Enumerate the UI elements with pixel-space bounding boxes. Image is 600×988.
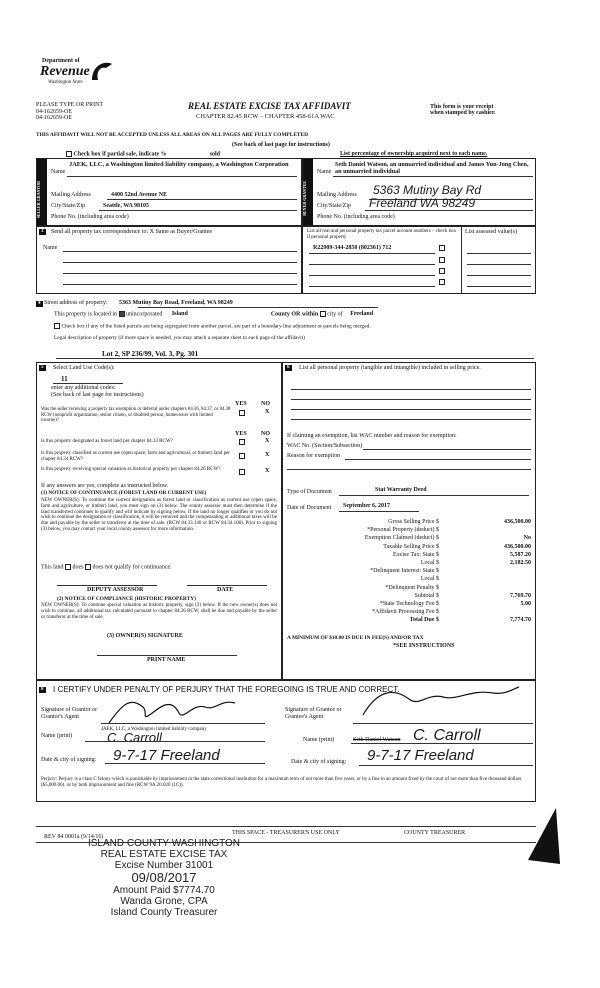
- no-header-1: NO: [261, 401, 270, 407]
- treasurer-stamp: [54, 838, 274, 918]
- logo-mark-icon: [90, 60, 114, 82]
- q1-answer: X: [265, 409, 270, 415]
- date-label: DATE: [217, 587, 234, 593]
- q1-yes-checkbox[interactable]: [239, 410, 245, 416]
- parcel-section: [302, 226, 536, 294]
- does-label: does: [72, 564, 84, 571]
- seller-phone-label: Phone No. (including area code): [51, 214, 129, 220]
- ownership-note: List percentage of ownership acquired next to each name.: [340, 151, 488, 157]
- buyer-mailing-label: Mailing Address: [317, 192, 357, 198]
- tax-row: *Affidavit Processing Fee $: [371, 609, 439, 616]
- grantor-print-value: JAEK, LLC, a Washington limited liability company: [101, 727, 207, 732]
- doc-type-label: Type of Document: [287, 489, 332, 495]
- receipt-note-1: This form is your receipt: [430, 104, 494, 110]
- tax-row: Local $: [420, 576, 439, 583]
- print-name-label: PRINT NAME: [147, 657, 186, 663]
- q2-yes-checkbox[interactable]: [239, 439, 245, 445]
- minimum-due-note: A MINIMUM OF $10.00 IS DUE IN FEE(S) AND/OR TAX: [287, 635, 424, 641]
- land-use-see-back: (See back of last page for instructions): [51, 392, 144, 398]
- tax-row: Gross Selling Price $ 436,500.00: [388, 519, 531, 525]
- perjury-notice: Perjury: Perjury is a class C felony which is punishable by imprisonment in the state correctional institution for a maximum term of not more than five years, or by a fine in an amount fixed by the court of not more than five thousand dollars ($5,000.00), or by both imprisonment and fine (RCW 9A.20.020 (1C)).: [41, 777, 522, 788]
- stamp-line-7: Island County Treasurer: [110, 907, 218, 918]
- personal-property-label: List all personal property (tangible and intangible) included in selling price.: [299, 365, 481, 371]
- partial-sale-checkbox[interactable]: [66, 151, 72, 157]
- stamp-line-4: 09/08/2017: [131, 870, 197, 885]
- seller-city-value: Seattle, WA 98105: [103, 203, 150, 209]
- exemption-label: If claiming an exemption, list WAC number and reason for exemption:: [287, 433, 457, 439]
- land-use-label: Select Land Use Code(s):: [53, 365, 115, 371]
- deputy-assessor-label: DEPUTY ASSESSOR: [87, 587, 144, 593]
- form-number-1: 04-162659-OE: [36, 109, 72, 115]
- buyer-section: [302, 158, 536, 226]
- certify-section: 8 I CERTIFY UNDER PENALTY OF PERJURY THAT THE FOREGOING IS TRUE AND CORRECT. Signature of Grantor or Grantor's Agent Signature of Grantee or Grantee's Agent Name (print) JAEK, LLC, a Washington limited liability company C. Carroll Name (print) Seth Daniel Watson C. Carroll Date & city of signing: 9-7-17 Freeland Date & city of signing: 9-7-17 Freeland Perjury: Perjury is a class C felony which is punishable by imprisonment in the state correctional institution for a maximum term of not more than five years, or by a fine in an amount fixed by the court of not more than five thousand dollars ($5,000.00), or by both imprisonment and fine (RCW 9A.20.020 (1C)).: [36, 680, 536, 802]
- compliance-text: NEW OWNER(S): To continue special valuation as historic property, sign (3) below. If the new owner(s) does not wish to continue, all additional tax calculated pursuant to chapter 84.26 RCW, shall be due and payable by the seller or transferor at the time of sale.: [41, 603, 277, 620]
- grantor-signature-label: Signature of Grantor or Grantor's Agent: [41, 707, 98, 720]
- stamp-line-2: REAL ESTATE EXCISE TAX: [100, 849, 228, 860]
- county-label: County OR within: [270, 311, 319, 318]
- tax-row: *Delinquent Penalty $: [385, 584, 439, 591]
- sold-label: sold: [209, 151, 221, 158]
- stamp-line-1: ISLAND COUNTY WASHINGTON: [87, 838, 241, 849]
- continuance-title: (1) NOTICE OF CONTINUANCE (FOREST LAND OR CURRENT USE): [41, 490, 207, 496]
- seller-side-label: SELLER GRANTOR: [36, 181, 41, 219]
- question-4: Is this property receiving special valuation as historical property per chapter 84.26 RCW?: [41, 467, 221, 472]
- legal-description-label: Legal description of property (if more space is needed, you may attach a separate sheet to each page of the affidavit): [54, 335, 305, 341]
- seller-section: [36, 158, 302, 226]
- street-address-row: 4 Street address of property: 5363 Mutiny Bay Road, Freeland, WA 98249: [38, 300, 233, 306]
- does-not-checkbox[interactable]: [85, 564, 91, 570]
- tax-row: Exemption Claimed (deduct) $ No: [364, 535, 531, 542]
- no-header-2: NO: [261, 431, 270, 437]
- partial-sale-label: Check box if partial sale, indicate %: [73, 151, 167, 158]
- certify-statement: I CERTIFY UNDER PENALTY OF PERJURY THAT THE FOREGOING IS TRUE AND CORRECT.: [53, 685, 400, 694]
- seller-name-value: JAEK, LLC, a Washington limited liability company, a Washington Corporation: [69, 161, 289, 168]
- tax-section: 6 List all personal property (tangible and intangible) included in selling price. If claiming an exemption, list WAC number and reason for exemption: WAC No. (Section/Subsection) Reason for exemption Type of Document Stat Warranty Deed Date of Document September 6, 2017 Gross Selling Price $ 436,500.00 *Personal Property (deduct) $ Exemption Claimed (deduct) $ No Taxable Selling Price $ 436,500.00 Excise Tax: State $ 5,587.20 Local $ 2,182.50 *Delinquent Interest: State $ Local $ *Delinquent Penalty $ Subtotal $ 7,769.70 *State Technology Fee $ 5.00 *Affidavit Processing Fee $ Total Due $ 7,774.70 A MINIMUM OF $10.00 IS DUE IN FEE(S) AND/OR TAX *SEE INSTRUCTIONS: [282, 362, 536, 680]
- see-back-note: (See back of last page for instructions): [232, 142, 330, 148]
- stamp-line-3: Excise Number 31001: [114, 860, 214, 871]
- owner-signature-label: (3) OWNER(S) SIGNATURE: [107, 633, 183, 639]
- buyer-mailing-value: 5363 Mutiny Bay Rd: [373, 183, 482, 197]
- stamp-line-5: Amount Paid $7774.70: [113, 885, 215, 896]
- city-checkbox[interactable]: [320, 311, 326, 317]
- tax-row: Excise Tax: State $ 5,587.20: [393, 551, 531, 558]
- grantor-date-label: Date & city of signing:: [41, 757, 97, 763]
- q2-answer: X: [265, 438, 270, 444]
- form-title: REAL ESTATE EXCISE TAX AFFIDAVIT: [188, 101, 351, 111]
- buyer-name-value: Seth Daniel Watson, an unmarried individual and James Yun-Jong Chen, an unmarried individual: [335, 161, 529, 176]
- buyer-city-label: City/State/Zip: [317, 203, 351, 209]
- street-address-label: Street address of property:: [44, 300, 108, 306]
- grantor-signature-icon: [103, 693, 253, 727]
- parcel-checkbox-4[interactable]: [439, 279, 445, 285]
- grantee-date-label: Date & city of signing:: [291, 759, 347, 765]
- doc-type-value: Stat Warranty Deed: [375, 487, 427, 493]
- form-number-2: 04-162659-OE: [36, 115, 72, 121]
- located-label: This property is located in: [54, 311, 117, 318]
- tax-row: Subtotal $ 7,769.70: [414, 592, 531, 599]
- tax-row: *Personal Property (deduct) $: [367, 527, 439, 534]
- grantee-date-value: 9-7-17 Freeland: [367, 747, 474, 764]
- tax-row: *State Technology Fee $ 5.00: [379, 600, 531, 607]
- seller-mailing-value: 4400 52nd Avenue NE: [111, 192, 168, 198]
- seller-mailing-label: Mailing Address: [51, 192, 91, 198]
- segregated-checkbox[interactable]: [54, 323, 60, 329]
- parcel-checkbox-3[interactable]: [439, 268, 445, 274]
- same-as-buyer-checkbox[interactable]: X Same as Buyer/Grantee: [149, 229, 213, 235]
- seller-city-label: City/State/Zip: [51, 203, 85, 209]
- logo-text-state: Washington State: [48, 80, 83, 85]
- buyer-name-label: Name: [317, 169, 332, 175]
- yes-header-1: YES: [235, 401, 247, 407]
- logo-text-revenue: Revenue: [40, 64, 90, 79]
- grantee-signature-label: Signature of Grantee or Grantee's Agent: [285, 707, 342, 720]
- parcel-number: R22909-344-2850 (802361) 712: [313, 245, 392, 251]
- treasurer-space-label: THIS SPACE - TREASURER'S USE ONLY: [232, 830, 340, 836]
- segregated-label: Check box if any of the listed parcels are being segregated from another parcel, are part of a boundary line adjustment or parcels being merged.: [61, 323, 371, 330]
- tax-row: Taxable Selling Price $ 436,500.00: [383, 543, 531, 550]
- compliance-title: (2) NOTICE OF COMPLIANCE (HISTORIC PROPERTY): [57, 596, 196, 602]
- located-value: unincorporated: [126, 311, 163, 318]
- seller-name-label: Name: [51, 169, 66, 175]
- located-row: [54, 311, 534, 318]
- continuance-text: NEW OWNER(S): To continue the current designation as forest land or classification as current use (open space, farm and agriculture, or timber) land, you must sign on (3) below. The county assessor must then determine if the land transferred continues to qualify and will indicate by signing below. If the land no longer qualifies or you do not wish to continue the designation or classification, it will be removed and the compensating or additional taxes will be due and payable by the seller or transferor at the time of sale. (RCW 84.33.140 or RCW 84.34.108). Prior to signing (3) below, you may contact your local county assessor for more information.: [41, 498, 277, 532]
- logo-text-dept: Department of: [42, 58, 80, 64]
- reason-label: Reason for exemption: [287, 453, 340, 459]
- buyer-phone-label: Phone No. (including area code): [317, 214, 395, 220]
- city-value: Freeland: [350, 311, 374, 318]
- additional-codes-label: enter any additional codes:: [51, 385, 116, 391]
- grantor-date-value: 9-7-17 Freeland: [113, 747, 220, 764]
- parcel-checkbox-1[interactable]: [439, 245, 445, 251]
- rev-number: REV 84 0001a (9/14/16): [44, 834, 104, 840]
- assessed-value-label: List assessed value(s): [465, 229, 517, 235]
- parcel-list-label: List all real and personal property tax parcel account numbers – check box if personal property: [307, 229, 457, 240]
- street-address-value: 5363 Mutiny Bay Road, Freeland, WA 98249: [118, 300, 233, 306]
- tax-row: *Delinquent Interest: State $: [370, 568, 439, 575]
- question-2: Is this property designated as forest land per chapter 84.33 RCW?: [41, 439, 173, 444]
- dor-logo: [40, 58, 120, 98]
- parcel-checkbox-2[interactable]: [439, 257, 445, 263]
- does-not-label: does not qualify for continuance.: [92, 564, 172, 571]
- correspondence-label: Send all property tax correspondence to:: [51, 229, 149, 235]
- unincorporated-checkbox[interactable]: [119, 311, 125, 317]
- doc-date-value: September 6, 2017: [343, 503, 391, 509]
- yes-header-2: YES: [235, 431, 247, 437]
- does-checkbox[interactable]: [65, 564, 71, 570]
- form-subtitle: CHAPTER 82.45 RCW – CHAPTER 458-61A WAC: [196, 113, 335, 120]
- city-of-label: city of: [327, 311, 343, 318]
- correspondence-section: 3 Send all property tax correspondence to: X Same as Buyer/Grantee Name: [36, 226, 302, 294]
- located-county: Island: [171, 311, 188, 318]
- complete-instructions: If any answers are yes, complete as instructed below.: [41, 483, 169, 489]
- q3-yes-checkbox[interactable]: [239, 453, 245, 459]
- doc-date-label: Date of Document: [287, 505, 332, 511]
- land-label: This land: [41, 564, 64, 571]
- receipt-note-2: when stamped by cashier.: [430, 110, 496, 116]
- grantor-print-hand: C. Carroll: [107, 730, 162, 745]
- land-use-code: 11: [61, 375, 68, 383]
- see-instructions-note: *SEE INSTRUCTIONS: [393, 643, 455, 649]
- tax-rows: [323, 519, 531, 625]
- tax-row: Total Due $ 7,774.70: [409, 617, 531, 624]
- q4-answer: X: [265, 468, 270, 474]
- q4-yes-checkbox[interactable]: [239, 469, 245, 475]
- continuance-row: [41, 564, 172, 571]
- legal-description-value: Lot 2, SP 236/99, Vol. 3, Pg. 301: [102, 350, 199, 358]
- q3-answer: X: [265, 452, 270, 458]
- stamp-line-6: Wanda Grone, CPA: [120, 896, 208, 907]
- segregated-row: [54, 323, 534, 330]
- completion-warning: THIS AFFIDAVIT WILL NOT BE ACCEPTED UNLESS ALL AREAS ON ALL PAGES ARE FULLY COMPLETED: [36, 132, 309, 138]
- type-note: PLEASE TYPE OR PRINT: [36, 102, 104, 108]
- land-use-section: 5 Select Land Use Code(s): 11 enter any additional codes: (See back of last page for instructions) YES NO Was the seller receiving a property tax exemption or deferral under chapters 84.36, 84.37, or 84.38 RCW (nonprofit organization, senior citizen, or disabled person, homeowner with limited income)? X YES NO Is this property designated as forest land per chapter 84.33 RCW? X Is this property classified as current use (open space, farm and agricultural, or timber) land per chapter 84.34 RCW? X Is this property receiving special valuation as historical property per chapter 84.26 RCW? X If any answers are yes, complete as instructed below. (1) NOTICE OF CONTINUANCE (FOREST LAND OR CURRENT USE) NEW OWNER(S): To continue the current designation as forest land or classification as current use (open space, farm and agriculture, or timber) land, you must sign on (3) below. The county assessor must then determine if the land transferred continues to qualify and will indicate by signing below. If the land no longer qualifies or you do not wish to continue the designation or classification, it will be removed and the compensating or additional taxes will be due and payable by the seller or transferor at the time of sale. (RCW 84.33.140 or RCW 84.34.108). Prior to signing (3) below, you may contact your local county assessor for more information. This land does does not qualify for continuance. DEPUTY ASSESSOR DATE (2) NOTICE OF COMPLIANCE (HISTORIC PROPERTY) NEW OWNER(S): To continue special valuation as historic property, sign (3) below. If the new owner(s) does not wish to continue, all additional tax calculated pursuant to chapter 84.26 RCW, shall be due and payable by the seller or transferor at the time of sale. (3) OWNER(S) SIGNATURE PRINT NAME: [36, 362, 282, 680]
- buyer-city-value: Freeland WA 98249: [369, 196, 476, 210]
- buyer-side-label: BUYER GRANTEE: [302, 181, 307, 216]
- grantor-print-label: Name (print): [41, 733, 73, 739]
- county-treasurer-label: COUNTY TREASURER: [404, 830, 466, 836]
- wac-label: WAC No. (Section/Subsection): [287, 443, 363, 449]
- treasurer-mark-icon: [528, 806, 562, 864]
- tax-row: Local $ 2,182.50: [420, 559, 531, 566]
- correspondence-name-label: Name: [43, 245, 58, 251]
- question-3: Is this property classified as current use (open space, farm and agricultural, or timber) land per chapter 84.34 RCW?: [41, 451, 230, 462]
- question-1: Was the seller receiving a property tax exemption or deferral under chapters 84.36, 84.37, or 84.38 RCW (nonprofit organization, senior citizen, or disabled person, homeowner with limited income)?: [41, 407, 231, 424]
- grantee-print-hand: C. Carroll: [413, 727, 481, 744]
- grantee-signature-icon: [353, 685, 523, 723]
- grantee-print-value: Seth Daniel Watson: [353, 737, 401, 743]
- grantee-print-label: Name (print): [303, 737, 335, 743]
